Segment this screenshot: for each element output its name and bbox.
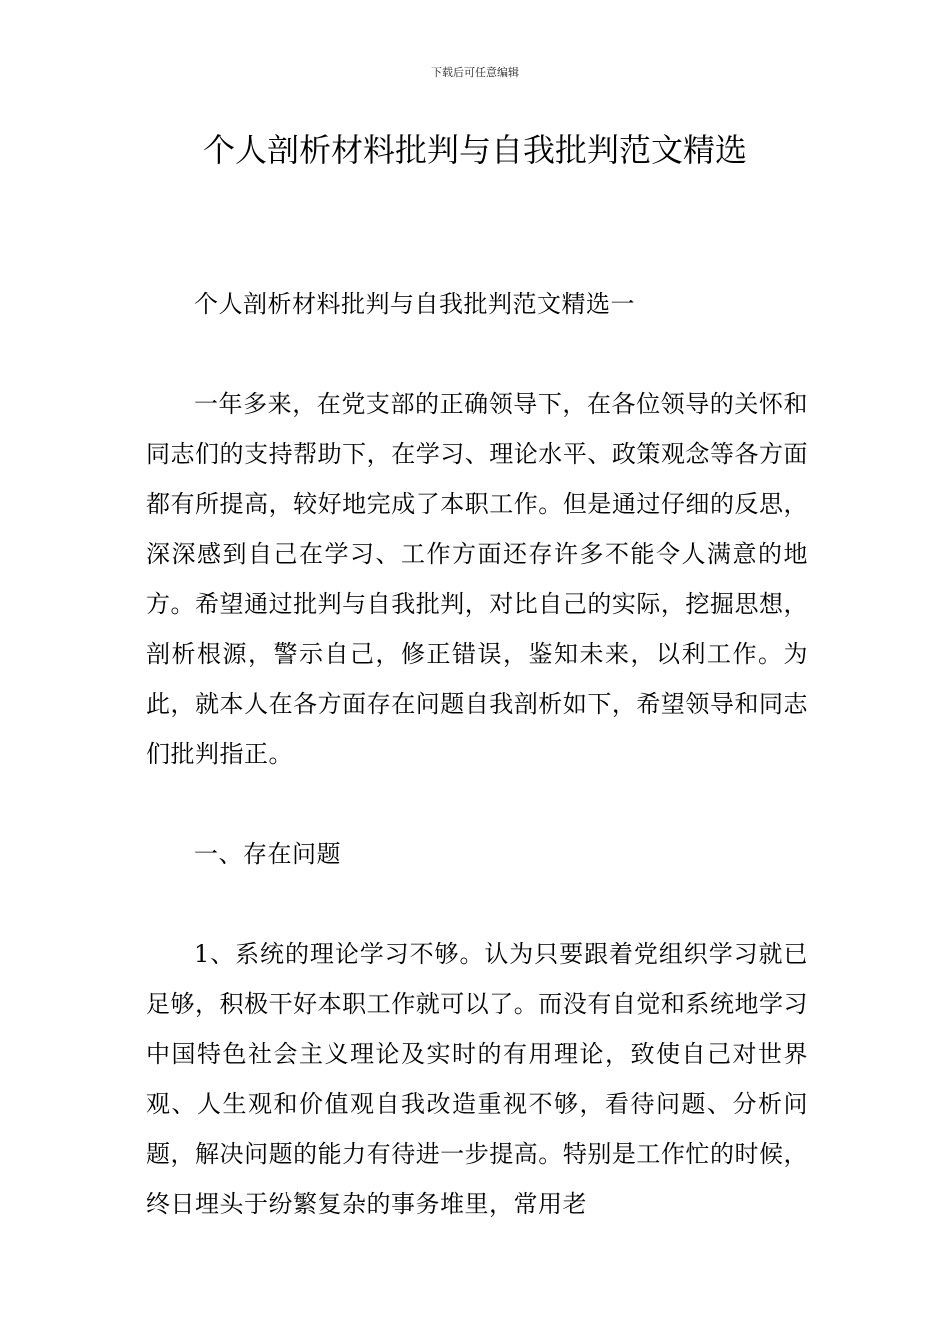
document-title: 个人剖析材料批判与自我批判范文精选 [202,131,747,169]
paragraph-gap [146,879,808,929]
header-note: 下载后可任意编辑 [431,66,519,79]
item-paragraph: 1、系统的理论学习不够。认为只要跟着党组织学习就已足够，积极干好本职工作就可以了。而没有自觉和系统地学习中国特色社会主义理论及实时的有用理论，致使自己对世界观、人生观和价值观自我改造重视不够，看待问题、分析问题，解决问题的能力有待进一步提高。特别是工作忙的时候，终日埋头于纷繁复杂的事务堆里，常用老 [146,940,808,1218]
document-body [146,279,808,1229]
paragraph-gap [146,779,808,829]
paragraph-gap [146,329,808,379]
intro-paragraph: 一年多来，在党支部的正确领导下，在各位领导的关怀和同志们的支持帮助下，在学习、理论水平、政策观念等各方面都有所提高，较好地完成了本职工作。但是通过仔细的反思，深深感到自己在学习、工作方面还存许多不能令人满意的地方。希望通过批判与自我批判，对比自己的实际，挖掘思想，剖析根源，警示自己，修正错误，鉴知未来，以利工作。为此，就本人在各方面存在问题自我剖析如下，希望领导和同志们批判指正。 [146,390,808,768]
document-subtitle: 个人剖析材料批判与自我批判范文精选一 [194,290,635,318]
section-heading: 一、存在问题 [194,840,341,868]
